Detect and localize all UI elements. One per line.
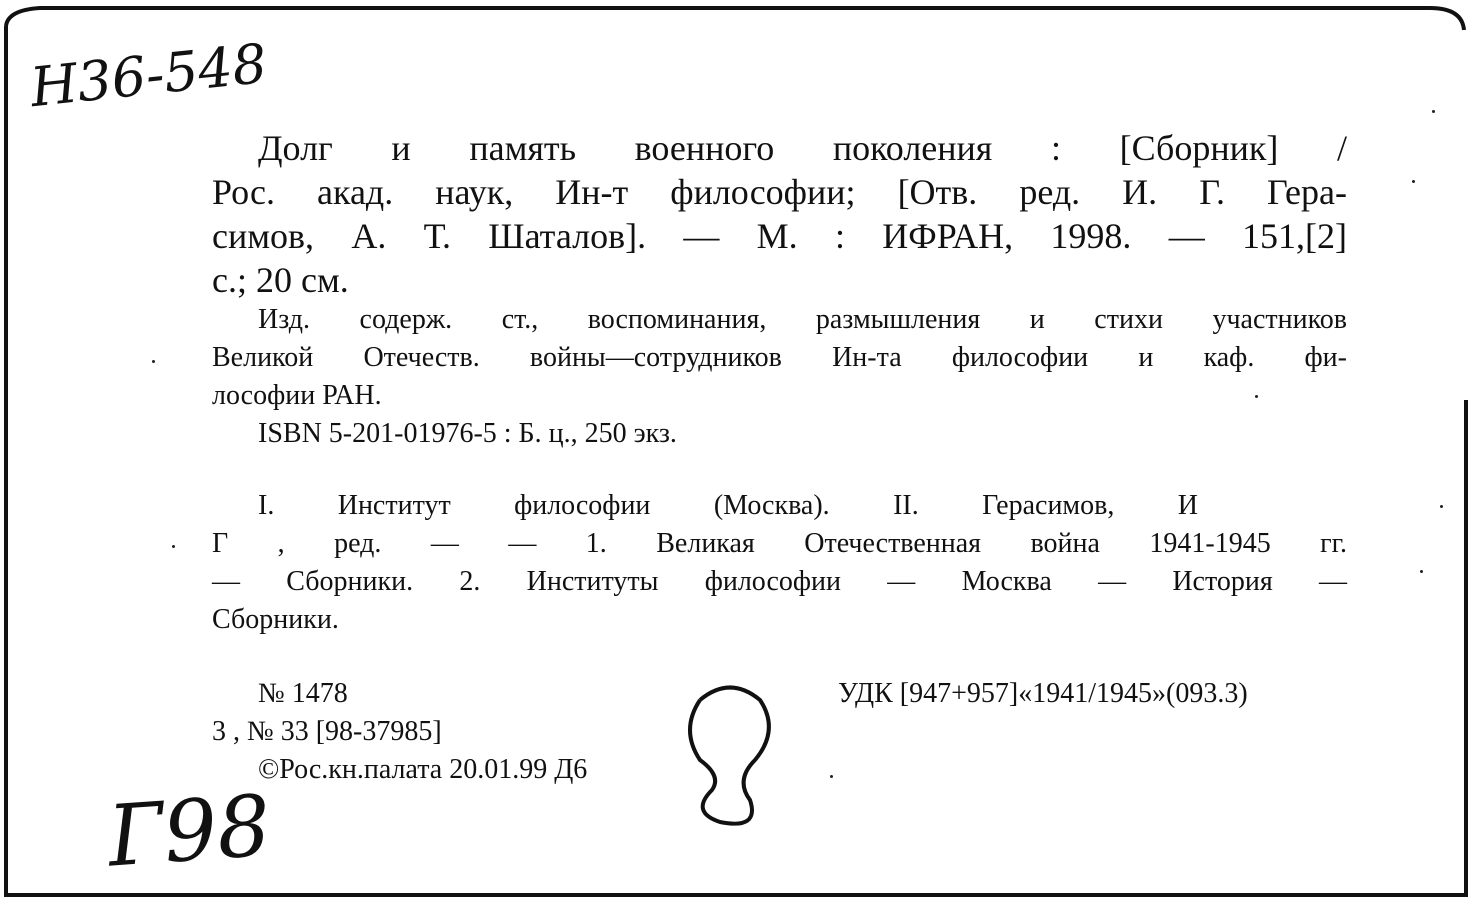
scan-speck	[1420, 570, 1423, 573]
title-line-3: симов, А. Т. Шаталов]. — М. : ИФРАН, 1998. — 151,[2]	[212, 216, 1347, 256]
footer-line-2: 3 , № 33 [98-37985]	[212, 716, 442, 747]
handwritten-top-mark: Н36-548	[27, 31, 270, 120]
title-line-4: с.; 20 см.	[212, 260, 349, 300]
copyright-line: ©Рос.кн.палата 20.01.99 Д6	[258, 754, 588, 785]
note-line-3: лософии РАН.	[212, 380, 382, 411]
note-line-2: Великой Отечеств. войны—сотрудников Ин-та философии и каф. фи-	[212, 342, 1347, 373]
scan-speck	[1255, 395, 1258, 398]
isbn-line: ISBN 5-201-01976-5 : Б. ц., 250 экз.	[258, 418, 677, 449]
handwritten-mark-icon	[690, 688, 769, 824]
handwritten-bottom-mark: Г98	[104, 776, 274, 886]
scan-speck	[1440, 505, 1443, 508]
scan-speck	[1432, 110, 1435, 113]
subject-line-4: Сборники.	[212, 604, 339, 635]
registration-number: № 1478	[258, 678, 348, 709]
subject-line-1: I. Институт философии (Москва). II. Герасимов, И	[258, 490, 1198, 521]
scan-speck	[1412, 180, 1415, 183]
subject-line-2: Г , ред. — — 1. Великая Отечественная война 1941-1945 гг.	[212, 528, 1347, 559]
scan-speck	[152, 360, 155, 363]
scan-speck	[172, 545, 175, 548]
subject-line-3: — Сборники. 2. Институты философии — Москва — История —	[212, 566, 1347, 597]
title-line-1: Долг и память военного поколения : [Сборник] /	[258, 128, 1347, 168]
udk-classification: УДК [947+957]«1941/1945»(093.3)	[838, 678, 1248, 709]
title-line-2: Рос. акад. наук, Ин-т философии; [Отв. ред. И. Г. Гера-	[212, 172, 1347, 212]
scan-speck	[830, 775, 833, 778]
note-line-1: Изд. содерж. ст., воспоминания, размышления и стихи участников	[258, 304, 1347, 335]
